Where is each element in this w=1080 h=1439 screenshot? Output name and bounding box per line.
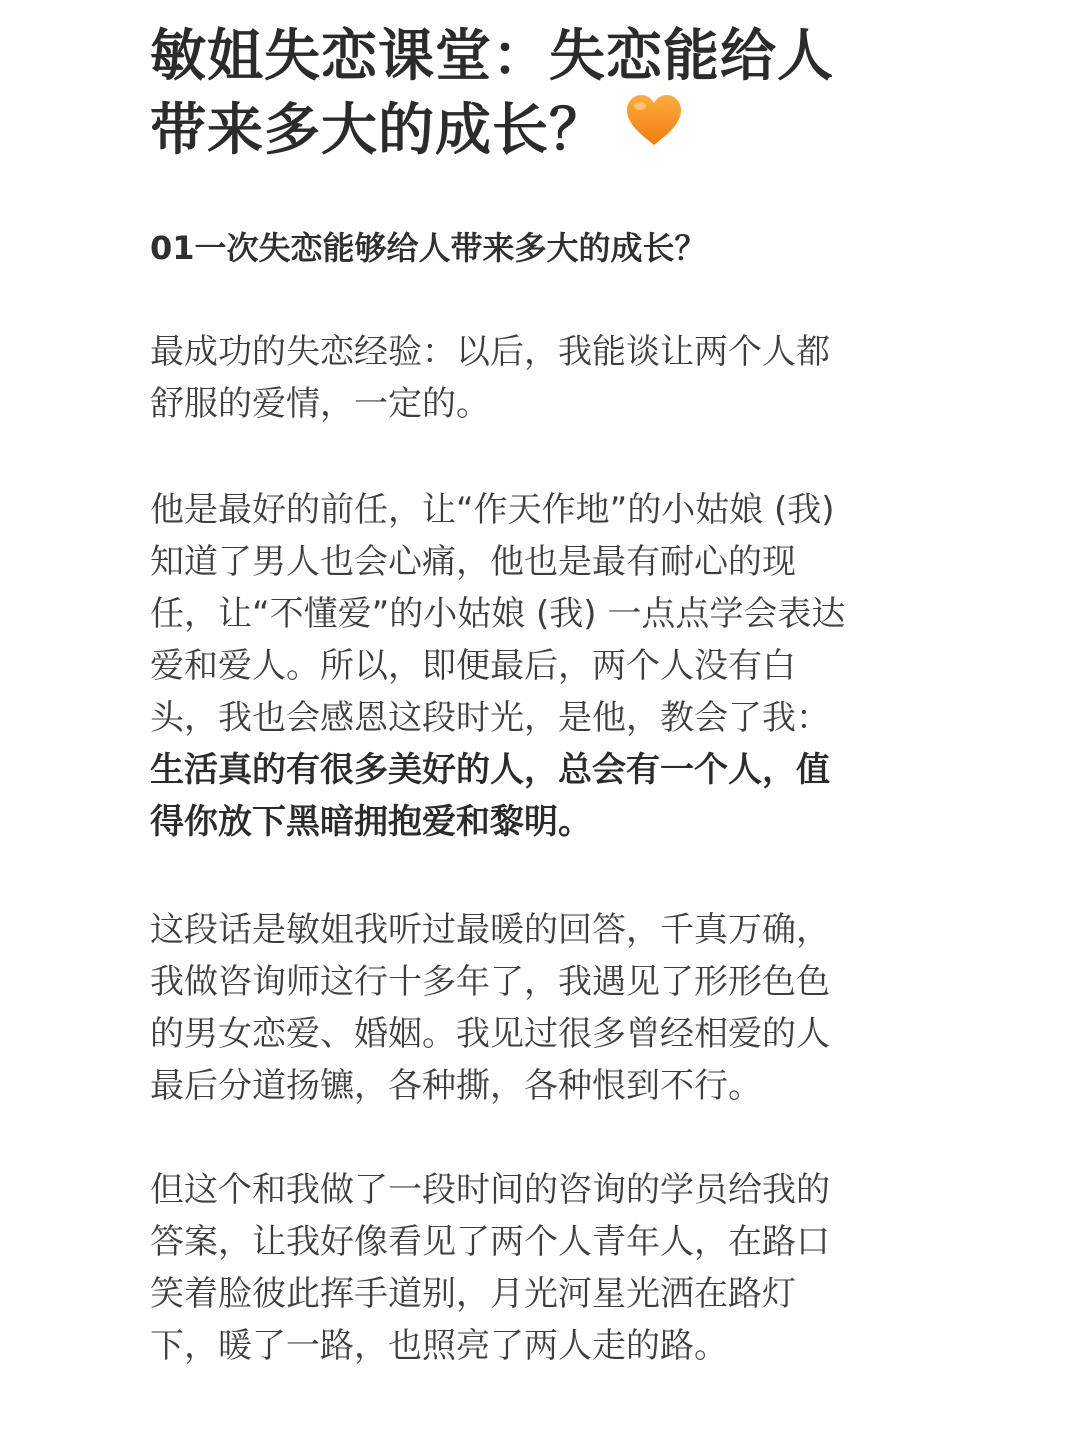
paragraph-line: 舒服的爱情，一定的。 bbox=[150, 384, 490, 424]
section-heading: 01一次失恋能够给人带来多大的成长？ bbox=[150, 229, 707, 267]
paragraph-line: 任，让“不懂爱”的小姑娘 (我) 一点点学会表达 bbox=[150, 594, 846, 634]
paragraph-line: 但这个和我做了一段时间的咨询的学员给我的 bbox=[150, 1170, 830, 1210]
paragraph-line: 爱和爱人。所以，即便最后，两个人没有白 bbox=[150, 646, 796, 686]
orange-heart-icon bbox=[624, 92, 684, 167]
paragraph-line: 知道了男人也会心痛，他也是最有耐心的现 bbox=[150, 542, 796, 582]
title-line-1: 敏姐失恋课堂：失恋能给人 bbox=[150, 24, 834, 89]
paragraph-line: 这段话是敏姐我听过最暖的回答，千真万确， bbox=[150, 910, 830, 950]
paragraph-line: 最成功的失恋经验：以后，我能谈让两个人都 bbox=[150, 332, 830, 372]
paragraph-1 bbox=[150, 326, 910, 430]
paragraph-line: 我做咨询师这行十多年了，我遇见了形形色色 bbox=[150, 962, 830, 1002]
paragraph-2 bbox=[150, 484, 910, 848]
paragraph-line: 笑着脸彼此挥手道别，月光河星光洒在路灯 bbox=[150, 1274, 796, 1314]
paragraph-line: 最后分道扬镳，各种撕，各种恨到不行。 bbox=[150, 1066, 762, 1106]
article-title bbox=[150, 20, 930, 168]
paragraph-3 bbox=[150, 904, 910, 1112]
paragraph-4 bbox=[150, 1164, 910, 1372]
paragraph-line: 的男女恋爱、婚姻。我见过很多曾经相爱的人 bbox=[150, 1014, 830, 1054]
paragraph-line-emphasis: 得你放下黑暗拥抱爱和黎明。 bbox=[150, 802, 592, 842]
title-line-2: 带来多大的成长？ bbox=[150, 98, 606, 163]
paragraph-line: 头，我也会感恩这段时光，是他，教会了我： bbox=[150, 698, 830, 738]
paragraph-line: 他是最好的前任，让“作天作地”的小姑娘 (我) bbox=[150, 490, 835, 530]
paragraph-line: 下，暖了一路，也照亮了两人走的路。 bbox=[150, 1326, 728, 1366]
paragraph-line-emphasis: 生活真的有很多美好的人，总会有一个人，值 bbox=[150, 750, 830, 790]
paragraph-line: 答案，让我好像看见了两个人青年人，在路口 bbox=[150, 1222, 830, 1262]
